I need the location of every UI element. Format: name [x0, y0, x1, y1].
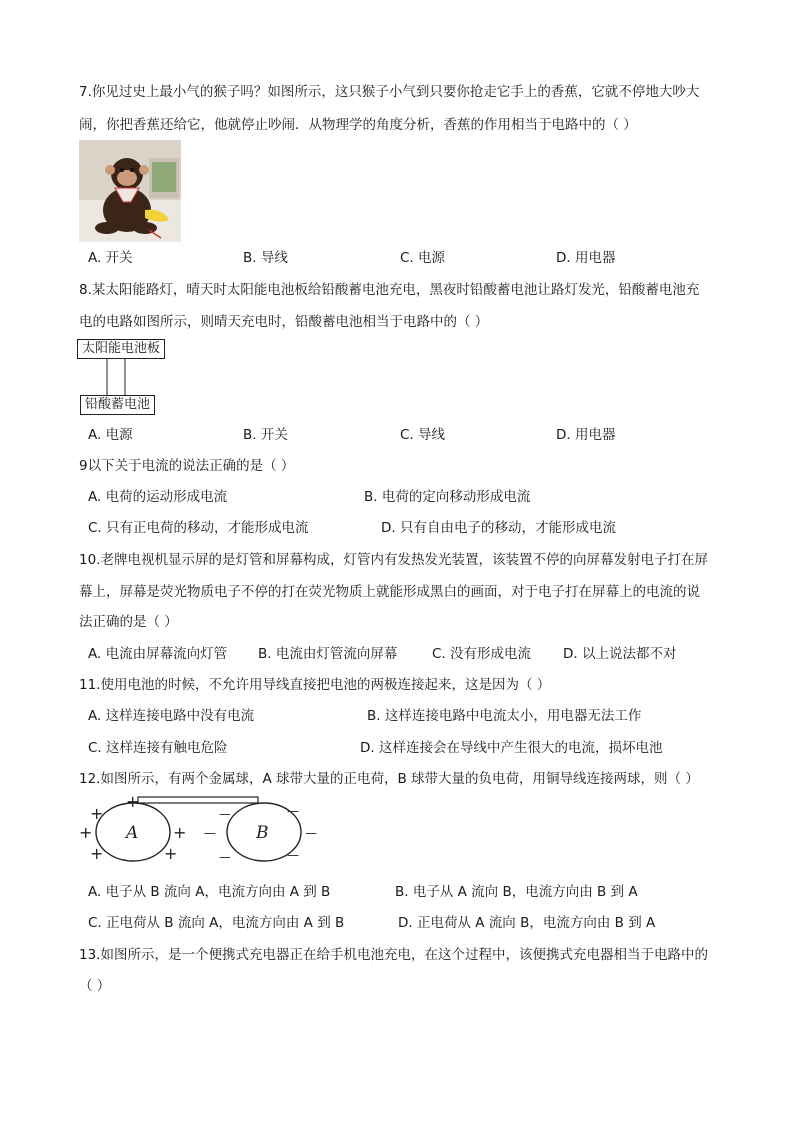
q10-stem-line3: 法正确的是（ ）	[79, 614, 178, 630]
plus-charge: +	[126, 793, 140, 811]
minus-charge: —	[219, 850, 231, 864]
q10-option-b: B. 电流由灯管流向屏幕	[258, 646, 398, 662]
q11-option-c: C. 这样连接有触电危险	[88, 740, 228, 756]
sphere-b-label: B	[256, 823, 269, 843]
q9-option-d: D. 只有自由电子的移动，才能形成电流	[381, 520, 616, 536]
minus-charge: —	[219, 807, 231, 821]
q9-option-b: B. 电荷的定向移动形成电流	[364, 489, 531, 505]
q7-stem-line2: 闹，你把香蕉还给它，他就停止吵闹．从物理学的角度分析，香蕉的作用相当于电路中的（ ）	[79, 117, 637, 133]
battery-box: 铅酸蓄电池	[80, 395, 155, 415]
q13-stem-line1: 13.如图所示，是一个便携式充电器正在给手机电池充电，在这个过程中，该便携式充电器相当于电路中的	[79, 947, 708, 963]
q8-option-a: A. 电源	[88, 427, 133, 443]
q10-stem-line1: 10.老牌电视机显示屏的是灯管和屏幕构成，灯管内有发热发光装置，该装置不停的向屏幕发射电子打在屏	[79, 552, 708, 568]
q7-option-a: A. 开关	[88, 250, 133, 266]
plus-charge: +	[90, 804, 104, 823]
q12-option-c: C. 正电荷从 B 流向 A，电流方向由 A 到 B	[88, 915, 345, 931]
q12-option-a: A. 电子从 B 流向 A，电流方向由 A 到 B	[88, 884, 331, 900]
q8-option-c: C. 导线	[400, 427, 446, 443]
q12-option-b: B. 电子从 A 流向 B，电流方向由 B 到 A	[395, 884, 638, 900]
q11-option-a: A. 这样连接电路中没有电流	[88, 708, 255, 724]
q7-option-b: B. 导线	[243, 250, 288, 266]
minus-charge: —	[287, 804, 299, 818]
q10-option-d: D. 以上说法都不对	[563, 646, 677, 662]
q12-option-d: D. 正电荷从 A 流向 B，电流方向由 B 到 A	[398, 915, 656, 931]
q11-option-b: B. 这样连接电路中电流太小，用电器无法工作	[367, 708, 642, 724]
minus-charge: —	[305, 826, 317, 840]
q8-stem-line1: 8.某太阳能路灯，晴天时太阳能电池板给铅酸蓄电池充电，黑夜时铅酸蓄电池让路灯发光，铅酸蓄电池充	[79, 282, 700, 298]
q11-stem: 11.使用电池的时候，不允许用导线直接把电池的两极连接起来，这是因为（ ）	[79, 677, 551, 693]
q13-stem-line2: （ ）	[79, 978, 111, 994]
q9-stem: 9以下关于电流的说法正确的是（ ）	[79, 458, 295, 474]
minus-charge: —	[287, 848, 299, 862]
q7-option-d: D. 用电器	[556, 250, 616, 266]
q8-stem-line2: 电的电路如图所示，则晴天充电时，铅酸蓄电池相当于电路中的（ ）	[79, 314, 489, 330]
plus-charge: +	[164, 844, 178, 863]
plus-charge: +	[79, 823, 93, 842]
q7-option-c: C. 电源	[400, 250, 446, 266]
q12-stem: 12.如图所示，有两个金属球，A 球带大量的正电荷，B 球带大量的负电荷，用铜导线连接两球，则（ ）	[79, 771, 699, 787]
plus-charge: +	[90, 844, 104, 863]
q12-spheres-diagram	[76, 793, 326, 868]
minus-charge: —	[204, 826, 216, 840]
solar-panel-box: 太阳能电池板	[77, 339, 165, 359]
q11-option-d: D. 这样连接会在导线中产生很大的电流，损坏电池	[360, 740, 663, 756]
q9-option-c: C. 只有正电荷的移动，才能形成电流	[88, 520, 309, 536]
q8-option-b: B. 开关	[243, 427, 288, 443]
q10-stem-line2: 幕上，屏幕是荧光物质电子不停的打在荧光物质上就能形成黑白的画面，对于电子打在屏幕上的电流的说	[79, 584, 700, 600]
q8-option-d: D. 用电器	[556, 427, 616, 443]
q10-option-a: A. 电流由屏幕流向灯管	[88, 646, 228, 662]
q7-stem-line1: 7.你见过史上最小气的猴子吗？如图所示，这只猴子小气到只要你抢走它手上的香蕉，它就不停地大吵大	[79, 84, 700, 100]
plus-charge: +	[173, 823, 187, 842]
q10-option-c: C. 没有形成电流	[432, 646, 532, 662]
q9-option-a: A. 电荷的运动形成电流	[88, 489, 228, 505]
sphere-a-label: A	[126, 823, 139, 843]
